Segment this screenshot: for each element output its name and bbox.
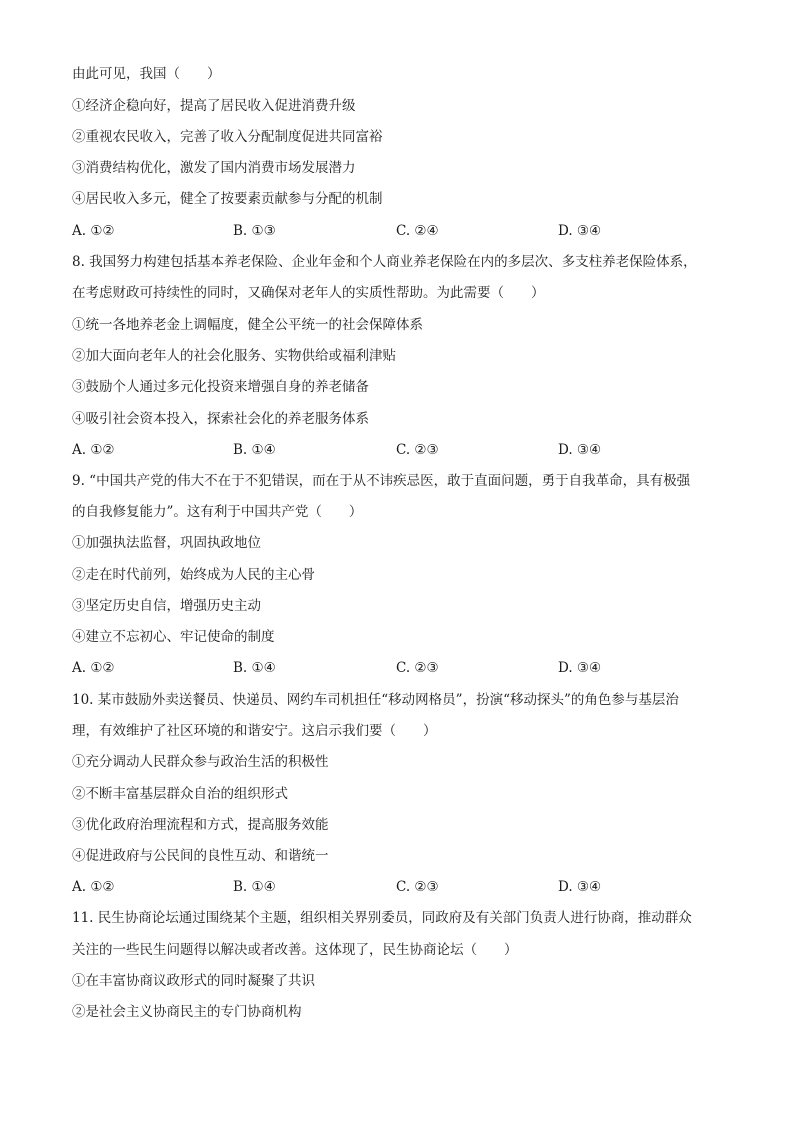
q8-option-c[interactable]: C. ②③ [396,442,439,458]
q10-statement-1: ①充分调动人民群众参与政治生活的积极性 [72,754,329,770]
q9-option-d[interactable]: D. ③④ [558,660,602,676]
q9-statement-3: ③坚定历史自信，增强历史主动 [72,598,261,614]
q7-statement-1: ①经济企稳向好，提高了居民收入促进消费升级 [72,98,356,114]
q7-stem-tail: 由此可见，我国（ ） [72,66,221,82]
q7-statement-2: ②重视农民收入，完善了收入分配制度促进共同富裕 [72,129,383,145]
q9-option-b[interactable]: B. ①④ [233,660,276,676]
q10-option-b[interactable]: B. ①④ [233,879,276,895]
q10-statement-3: ③优化政府治理流程和方式，提高服务效能 [72,817,329,833]
q10-statement-4: ④促进政府与公民间的良性互动、和谐统一 [72,848,329,864]
q9-statement-2: ②走在时代前列，始终成为人民的主心骨 [72,567,315,583]
q10-stem-line-1: 10. 某市鼓励外卖送餐员、快递员、网约车司机担任“移动网格员”，扮演“移动探头”的角色参与基层治 [72,692,679,708]
q8-stem-line-2: 在考虑财政可持续性的同时，又确保对老年人的实质性帮助。为此需要（ ） [72,285,545,301]
q9-option-c[interactable]: C. ②③ [396,660,439,676]
q9-options [72,658,722,678]
q8-option-d[interactable]: D. ③④ [558,442,602,458]
q10-statement-2: ②不断丰富基层群众自治的组织形式 [72,786,288,802]
q11-statement-2: ②是社会主义协商民主的专门协商机构 [72,1004,302,1020]
q9-stem-line-2: 的自我修复能力”。这有利于中国共产党（ ） [72,504,363,520]
q8-stem-line-1: 8. 我国努力构建包括基本养老保险、企业年金和个人商业养老保险在内的多层次、多支柱养老保险体系， [72,254,697,270]
q8-option-a[interactable]: A. ①② [72,442,115,458]
q8-option-b[interactable]: B. ①④ [233,442,276,458]
q9-option-a[interactable]: A. ①② [72,660,115,676]
q7-statement-3: ③消费结构优化，激发了国内消费市场发展潜力 [72,160,356,176]
q10-option-a[interactable]: A. ①② [72,879,115,895]
q8-statement-4: ④吸引社会资本投入，探索社会化的养老服务体系 [72,411,369,427]
q7-option-c[interactable]: C. ②④ [396,223,439,239]
q7-option-b[interactable]: B. ①③ [233,223,276,239]
q9-stem-line-1: 9. “中国共产党的伟大不在于不犯错误，而在于从不讳疾忌医，敢于直面问题，勇于自我革命，具有极强 [72,473,691,489]
q11-stem-line-2: 关注的一些民生问题得以解决或者改善。这体现了，民生协商论坛（ ） [72,942,518,958]
q7-statement-4: ④居民收入多元，健全了按要素贡献参与分配的机制 [72,191,383,207]
q10-option-d[interactable]: D. ③④ [558,879,602,895]
q11-statement-1: ①在丰富协商议政形式的同时凝聚了共识 [72,973,315,989]
q7-options [72,221,722,241]
q10-stem-line-2: 理，有效维护了社区环境的和谐安宁。这启示我们要（ ） [72,723,437,739]
q8-statement-3: ③鼓励个人通过多元化投资来增强自身的养老储备 [72,379,369,395]
q7-option-d[interactable]: D. ③④ [558,223,602,239]
q8-statement-2: ②加大面向老年人的社会化服务、实物供给或福利津贴 [72,348,396,364]
q11-stem-line-1: 11. 民生协商论坛通过围绕某个主题，组织相关界别委员，同政府及有关部门负责人进行协商，推动群众 [72,910,692,926]
q10-options [72,877,722,897]
q9-statement-1: ①加强执法监督，巩固执政地位 [72,535,261,551]
q8-options [72,440,722,460]
q7-option-a[interactable]: A. ①② [72,223,115,239]
q10-option-c[interactable]: C. ②③ [396,879,439,895]
q9-statement-4: ④建立不忘初心、牢记使命的制度 [72,629,275,645]
q8-statement-1: ①统一各地养老金上调幅度，健全公平统一的社会保障体系 [72,317,423,333]
